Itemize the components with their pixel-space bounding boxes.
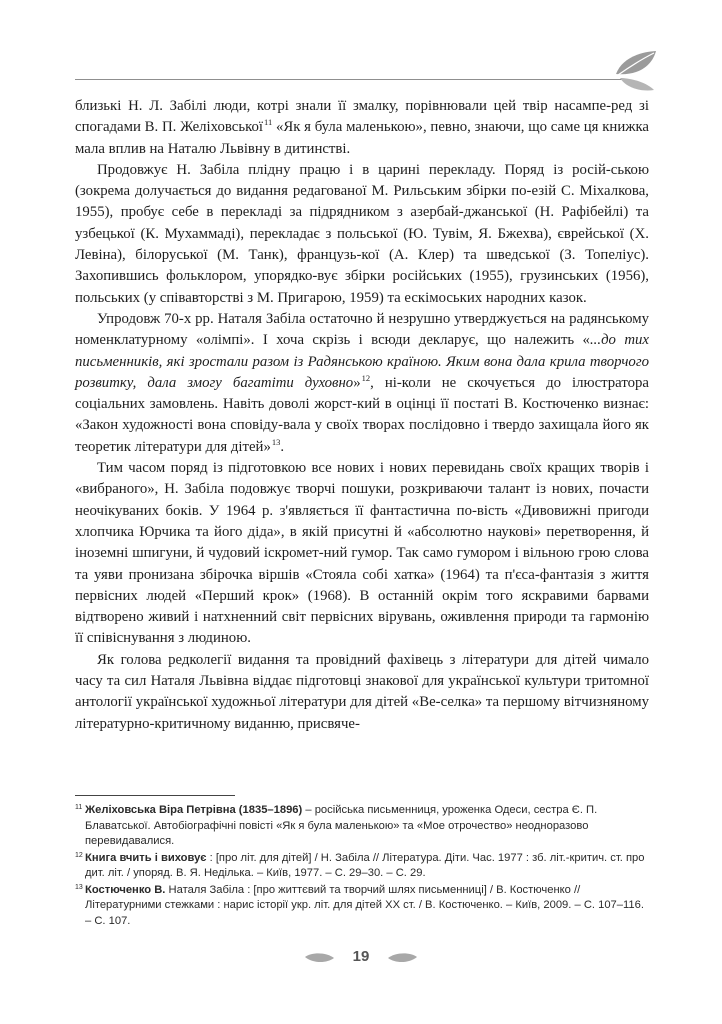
paragraph: [75, 160, 649, 309]
footnote-number: 11: [75, 804, 83, 811]
footnote-number: 12: [75, 851, 83, 859]
text-segment: Упродовж 70-х рр. Наталя Забіла остаточно й незрушно утверджується на радянському номенклатурному «олімпі». І хоча скрізь і всюди декларує, що належить «: [75, 310, 649, 349]
footnote-ref: 13: [271, 436, 281, 447]
footnote: [75, 803, 649, 850]
text-segment: »: [353, 374, 361, 391]
quote-italic: ...до тих письменників, які зростали разом із Радянською країною. Яким вона дала крила творчого розвитку, дала змогу багатіти духовно: [75, 332, 649, 391]
footnotes: [75, 803, 649, 930]
page-number: 19: [352, 948, 370, 965]
footnote-rule: [75, 795, 235, 796]
text-segment: Тим часом поряд із підготовкою все нових і нових перевидань своїх кращих творів і «вибраного», Н. Забіла подовжує творчі пошуки, розкриваючи талант із нових, почасти неочікуваних боків. У 1964 р. з'являється її фантастична по-вість «Дивовижні пригоди хлопчика Юрчика та його діда», в якій присутні й «абсолютно наукові» перетворення, й іноземні шпигуни, й чудовий іскромет-ний гумор. Так само гумором і вільною грою слова та уяви пронизана збірочка віршів «Стояла собі хатка» (1964) та п'єса-фантазія з життя первісних людей «Перший крок» (1968). В останній окрім того яскравими барвами відтворено живий і натхненний світ первісних вірувань, оживлення природи та гармонію її співіснування з людиною.: [75, 460, 649, 647]
leaf-right-icon: [386, 952, 418, 964]
paragraph: [75, 309, 649, 458]
text-segment: Як голова редколегії видання та провідний фахівець з літератури для дітей чимало часу та сил Наталя Львівна віддає підготовці знакової для української культури тритомної антології української художньої літератури для дітей «Ве-селка» та першому вітчизняному літературно-критичному виданню, присвяче-: [75, 651, 649, 732]
text-segment: Продовжує Н. Забіла плідну працю і в царині перекладу. Поряд із росій-ською (зокрема долучається до видання редагованої М. Рильським збірки по-езій С. Міхалкова, 1955), пробує себе в перекладі за підрядником з азербай-джанської (Н. Рафібейлі) та узбецької (К. Мухаммаді), перекладає з польської (Ю. Тувім, Я. Бжехва), єврейської (Х. Левіна), білоруської (М. Танк), французь-кої (А. Клер) та шведської (З. Топеліус). Захопившись фольклором, упорядко-вує збірки російських (1955), грузинських (1956), польських (у співавторстві з М. Пригарою, 1959) та ескімоських народних казок.: [75, 161, 649, 306]
footnote: [75, 851, 649, 882]
footnote-ref: 11: [264, 117, 273, 128]
footnote-author: Костюченко В.: [85, 883, 166, 896]
paragraph: [75, 96, 649, 160]
footnote-text: [85, 883, 649, 930]
footnote: [75, 883, 649, 930]
header-rule: [75, 79, 623, 80]
footnote-text: [85, 851, 649, 882]
footnote-citation: : [про літ. для дітей] / Н. Забіла // Література. Діти. Час. 1977 : зб. літ.-критич. ст. про дит. літ. / упоряд. В. Я. Неділька. – Київ, 1977. – С. 29–30. – С. 29.: [85, 851, 645, 879]
footnote-author: Книга вчить і виховує: [85, 851, 207, 864]
page-number-block: [300, 944, 422, 972]
paragraph: [75, 458, 649, 650]
paragraph: [75, 650, 649, 735]
text-segment: , ні-коли не скочується до ілюстратора соціальних замовлень. Навіть доволі жорст-кий в оцінці її постаті В. Костюченко визнає: «Закон художності вона сповіду-вала у своїх творах послідовно і твердо захищала його як теоретик літератури для дітей»: [75, 374, 649, 455]
text-segment: .: [280, 438, 285, 455]
footnote-author: Желіховська Віра Петрівна (1835–1896): [85, 804, 303, 816]
footnote-text: [85, 803, 649, 850]
text-segment: «Як я була маленькою», певно, знаючи, що саме ця книжка мала вплив на Наталю Львівну в дитинстві.: [75, 119, 649, 157]
leaf-ornament-icon: [612, 48, 658, 92]
text-segment: близькі Н. Л. Забілі люди, котрі знали її змалку, порівнювали цей твір насампе-ред зі спогадами В. П. Желіховської: [75, 98, 649, 136]
footnote-citation: Наталя Забіла : [про життєвий та творчий шлях письменниці] / В. Костюченко // Літературними стежками : нарис історії укр. літ. для дітей ХХ ст. / В. Костюченко. – Київ, 2009. – С. 107–116. – С. 107.: [85, 883, 644, 927]
footnote-number: 13: [75, 883, 83, 891]
footnote-ref: 12: [361, 372, 371, 383]
main-text: [75, 96, 649, 735]
footnote-citation: – російська письменниця, уроженка Одеси, сестра Є. П. Блаватської. Автобіографічні повісті «Як я була маленькою» та «Мое отрочество» неодноразово перевидавалися.: [85, 804, 598, 847]
